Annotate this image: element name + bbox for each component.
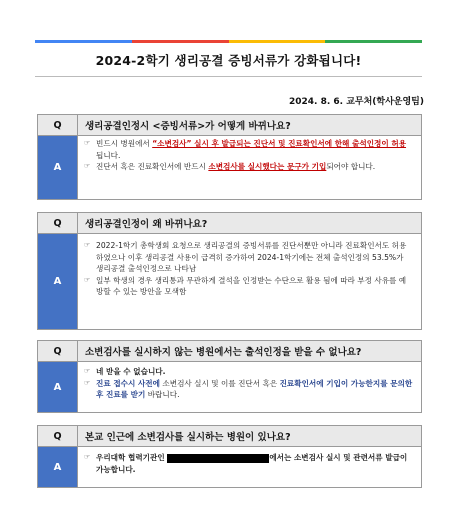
pointing-hand-icon: ☞ [84, 453, 91, 461]
qa-section-2 [37, 212, 422, 330]
question-text: 소변검사를 실시하지 않는 병원에서는 출석인정을 받을 수 없나요? [85, 347, 362, 358]
answer-text: 네 받을 수 없습니다. [96, 367, 166, 376]
answer-row [38, 447, 421, 487]
pointing-hand-icon: ☞ [84, 378, 91, 387]
answer-paragraph [84, 366, 413, 378]
q-label: Q [38, 341, 78, 361]
q-label: Q [38, 213, 78, 233]
question-text: 생리공결인정시 <증빙서류>가 어떻게 바뀌나요? [85, 121, 291, 132]
answer-text: 일부 학생의 경우 생리통과 무관하게 결석을 인정받는 수단으로 활용 됨에 따라 부정 사유를 예방할 수 있는 방안을 모색함 [96, 275, 407, 297]
question-row [38, 426, 421, 447]
answer-text: 우리대학 협력기관인 [96, 453, 168, 462]
answer-paragraph [84, 378, 413, 401]
qa-section-1 [37, 114, 422, 200]
pointing-hand-icon: ☞ [84, 367, 91, 375]
answer-body [78, 362, 421, 412]
qa-section-4 [37, 425, 422, 488]
a-label: A [38, 234, 78, 329]
answer-text: 됩니다. [96, 150, 121, 160]
answer-body [78, 234, 421, 329]
answer-row [38, 136, 421, 199]
answer-paragraph [84, 275, 413, 298]
a-label: A [38, 136, 78, 199]
title-box [35, 43, 422, 77]
question-row [38, 213, 421, 234]
answer-row [38, 362, 421, 412]
answer-text: 소변검사 실시 및 이를 진단서 혹은 [159, 378, 280, 388]
answer-text: 빈드시 병원에서 [96, 139, 153, 148]
redacted-block [167, 454, 269, 463]
answer-text: 진단서 혹은 진료확인서에 반드시 [96, 162, 209, 172]
answer-text: 되어야 합니다. [326, 162, 376, 172]
pointing-hand-icon: ☞ [84, 162, 91, 171]
answer-body [78, 447, 421, 487]
answer-paragraph [84, 138, 413, 161]
a-label: A [38, 362, 78, 412]
question-row [38, 341, 421, 362]
pointing-hand-icon: ☞ [84, 241, 91, 249]
pointing-hand-icon: ☞ [84, 139, 91, 147]
qa-section-3 [37, 340, 422, 413]
q-label: Q [38, 426, 78, 446]
question-row [38, 115, 421, 136]
page-title: 2024-2학기 생리공결 증빙서류가 강화됩니다! [95, 52, 362, 68]
answer-text: 2022-1학기 총학생회 요청으로 생리공결의 증빙서류를 진단서뿐만 아니라 진료확인서도 허용하였으나 이후 생리공결 사용이 급격히 증가하여 2024-1학기에는 전체 출석인정의 53.5%가 생리공결 출석인정으로 나타남 [96, 241, 407, 274]
answer-body [78, 136, 421, 199]
question-text: 생리공결인정이 왜 바뀌나요? [85, 219, 208, 230]
answer-paragraph [84, 240, 413, 275]
answer-row [38, 234, 421, 329]
answer-paragraph [84, 452, 413, 475]
answer-paragraph [84, 161, 413, 173]
answer-text: 에서는 소변검사 실시 및 관련서류 발급이 가능합니다. [96, 453, 408, 474]
highlight-text: “소변검사” 실시 후 발급되는 진단서 및 진료확인서에 한해 출석인정이 허용 [152, 139, 407, 148]
question-text: 본교 인근에 소변검사를 실시하는 병원이 있나요? [85, 432, 291, 443]
pointing-hand-icon: ☞ [84, 275, 91, 284]
highlight-text: 소변검사를 실시했다는 문구가 기입 [208, 162, 327, 172]
date-department: 2024. 8. 6. 교무처(학사운영팀) [288, 97, 424, 107]
answer-text: 바랍니다. [145, 390, 180, 400]
highlight-text: 진료확인서에 기입이 가능한지를 문의한 후 진료를 받기 [96, 378, 413, 400]
q-label: Q [38, 115, 78, 135]
highlight-text: 진료 접수시 사전에 [96, 378, 160, 388]
a-label: A [38, 447, 78, 487]
